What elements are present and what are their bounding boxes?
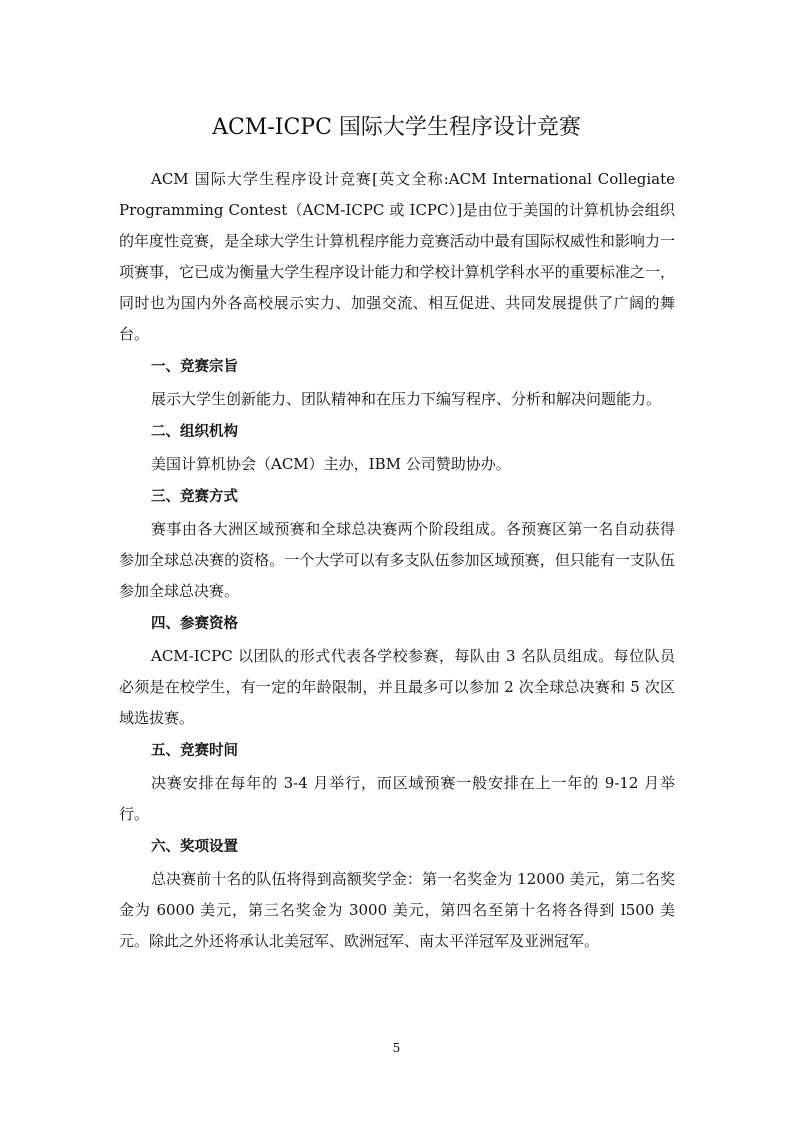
document-body [119,164,675,957]
intro-paragraph: ACM 国际大学生程序设计竞赛[英文全称:ACM International Collegiate Programming Contest（ACM-ICPC 或 ICPC）]是由位于美国的计算机协会组织的年度性竞赛，是全球大学生计算机程序能力竞赛活动中最有国际权威性和影响力一项赛事，它已成为衡量大学生程序设计能力和学校计算机学科水平的重要标准之一，同时也为国内外各高校展示实力、加强交流、相互促进、共同发展提供了广阔的舞台。 [119,170,675,343]
section-heading-organization: 二、组织机构 [151,424,238,440]
section-body-awards: 总决赛前十名的队伍将得到高额奖学金：第一名奖金为 12000 美元，第二名奖金为 6000 美元，第三名奖金为 3000 美元，第四名至第十名将各得到 l500 美元。除此之外还将承认北美冠军、欧洲冠军、南太平洋冠军及亚洲冠军。 [119,870,675,950]
page-number: 5 [392,1041,401,1055]
section-body-organization: 美国计算机协会（ACM）主办，IBM 公司赞助协办。 [151,455,511,473]
section-heading-eligibility: 四、参赛资格 [151,616,238,632]
section-body-format: 赛事由各大洲区域预赛和全球总决赛两个阶段组成。各预赛区第一名自动获得参加全球总决赛的资格。一个大学可以有多支队伍参加区域预赛，但只能有一支队伍参加全球总决赛。 [119,520,675,600]
page-title: ACM-ICPC 国际大学生程序设计竞赛 [212,115,581,140]
section-body-schedule: 决赛安排在每年的 3-4 月举行，而区域预赛一般安排在上一年的 9-12 月举行。 [119,774,675,823]
section-body-eligibility: ACM-ICPC 以团队的形式代表各学校参赛，每队由 3 名队员组成。每位队员必须是在校学生，有一定的年龄限制，并且最多可以参加 2 次全球总决赛和 5 次区域选拔赛。 [119,647,675,727]
section-heading-purpose: 一、竞赛宗旨 [151,359,238,375]
section-heading-schedule: 五、竞赛时间 [151,743,238,759]
section-body-purpose: 展示大学生创新能力、团队精神和在压力下编写程序、分析和解决问题能力。 [151,390,662,408]
section-heading-format: 三、竞赛方式 [151,489,238,505]
section-heading-awards: 六、奖项设置 [151,839,238,855]
